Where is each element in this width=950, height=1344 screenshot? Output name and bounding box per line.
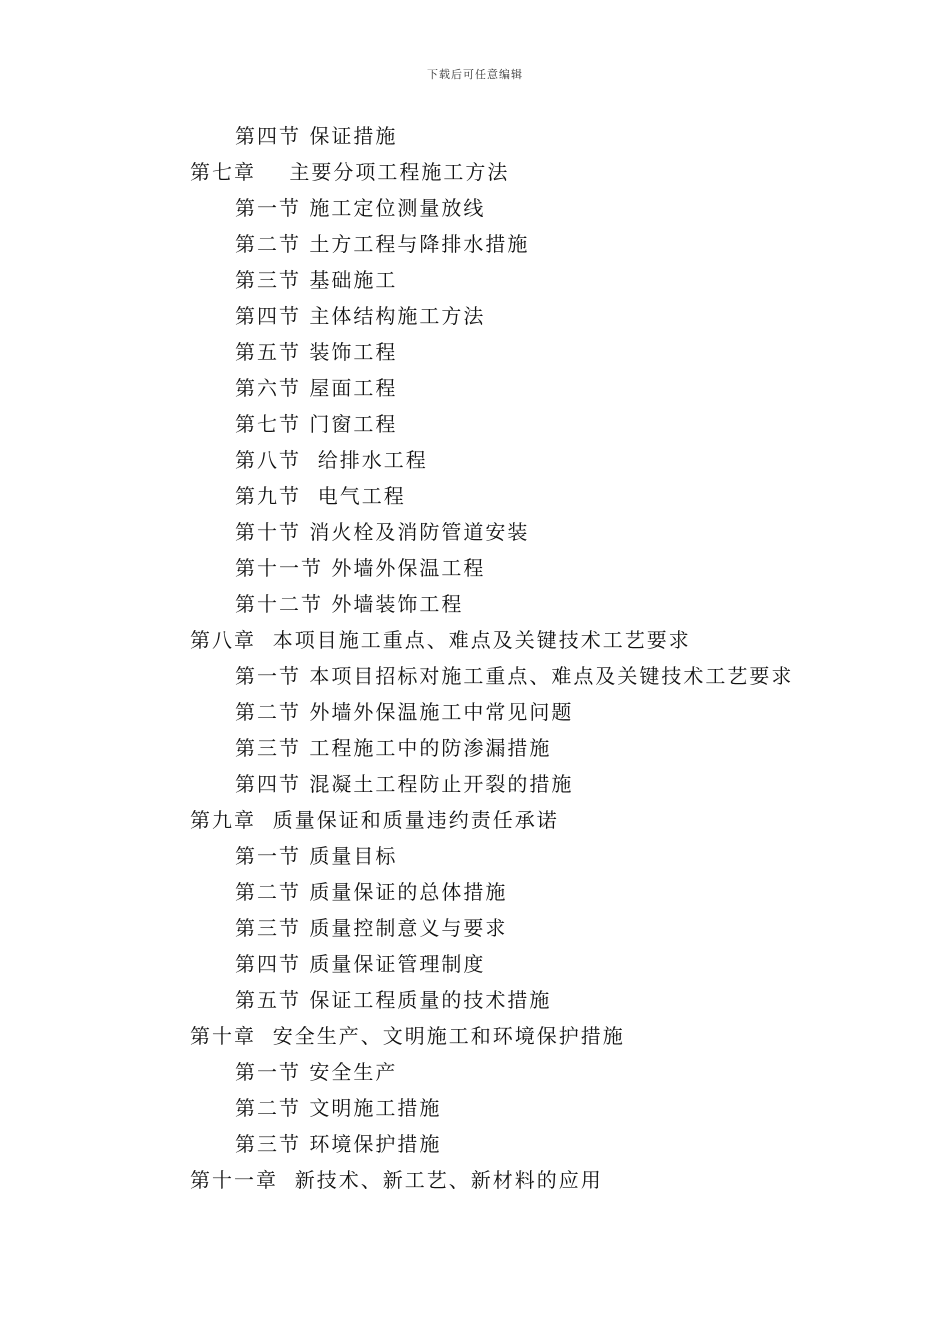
- page-header: 下载后可任意编辑: [427, 68, 523, 81]
- toc-section-line: 第二节 文明施工措施: [235, 1096, 442, 1120]
- toc-section-line: 第十一节 外墙外保温工程: [235, 556, 486, 580]
- toc-section-line: 第二节 质量保证的总体措施: [235, 880, 508, 904]
- toc-section-line: 第四节 主体结构施工方法: [235, 304, 486, 328]
- toc-section-line: 第七节 门窗工程: [235, 412, 398, 436]
- toc-section-line: 第四节 保证措施: [235, 124, 398, 148]
- toc-chapter-line: 第十一章 新技术、新工艺、新材料的应用: [190, 1168, 603, 1192]
- toc-section-line: 第五节 装饰工程: [235, 340, 398, 364]
- toc-section-line: 第三节 质量控制意义与要求: [235, 916, 508, 940]
- table-of-contents: [0, 118, 950, 1198]
- toc-section-line: 第三节 工程施工中的防渗漏措施: [235, 736, 552, 760]
- toc-section-line: 第二节 土方工程与降排水措施: [235, 232, 530, 256]
- toc-section-line: 第五节 保证工程质量的技术措施: [235, 988, 552, 1012]
- toc-chapter-line: 第九章 质量保证和质量违约责任承诺: [190, 808, 559, 832]
- toc-section-line: 第十节 消火栓及消防管道安装: [235, 520, 530, 544]
- toc-chapter-line: 第八章 本项目施工重点、难点及关键技术工艺要求: [190, 628, 691, 652]
- toc-section-line: 第十二节 外墙装饰工程: [235, 592, 464, 616]
- toc-section-line: 第九节 电气工程: [235, 484, 406, 508]
- toc-chapter-line: 第十章 安全生产、文明施工和环境保护措施: [190, 1024, 625, 1048]
- toc-section-line: 第四节 质量保证管理制度: [235, 952, 486, 976]
- toc-section-line: 第三节 基础施工: [235, 268, 398, 292]
- toc-section-line: 第一节 质量目标: [235, 844, 398, 868]
- toc-section-line: 第三节 环境保护措施: [235, 1132, 442, 1156]
- toc-section-line: 第二节 外墙外保温施工中常见问题: [235, 700, 574, 724]
- toc-section-line: 第四节 混凝土工程防止开裂的措施: [235, 772, 574, 796]
- toc-section-line: 第八节 给排水工程: [235, 448, 428, 472]
- toc-section-line: 第一节 施工定位测量放线: [235, 196, 486, 220]
- toc-section-line: 第一节 本项目招标对施工重点、难点及关键技术工艺要求: [235, 664, 794, 688]
- toc-chapter-line: 第七章 主要分项工程施工方法: [190, 160, 510, 184]
- toc-section-line: 第一节 安全生产: [235, 1060, 398, 1084]
- toc-section-line: 第六节 屋面工程: [235, 376, 398, 400]
